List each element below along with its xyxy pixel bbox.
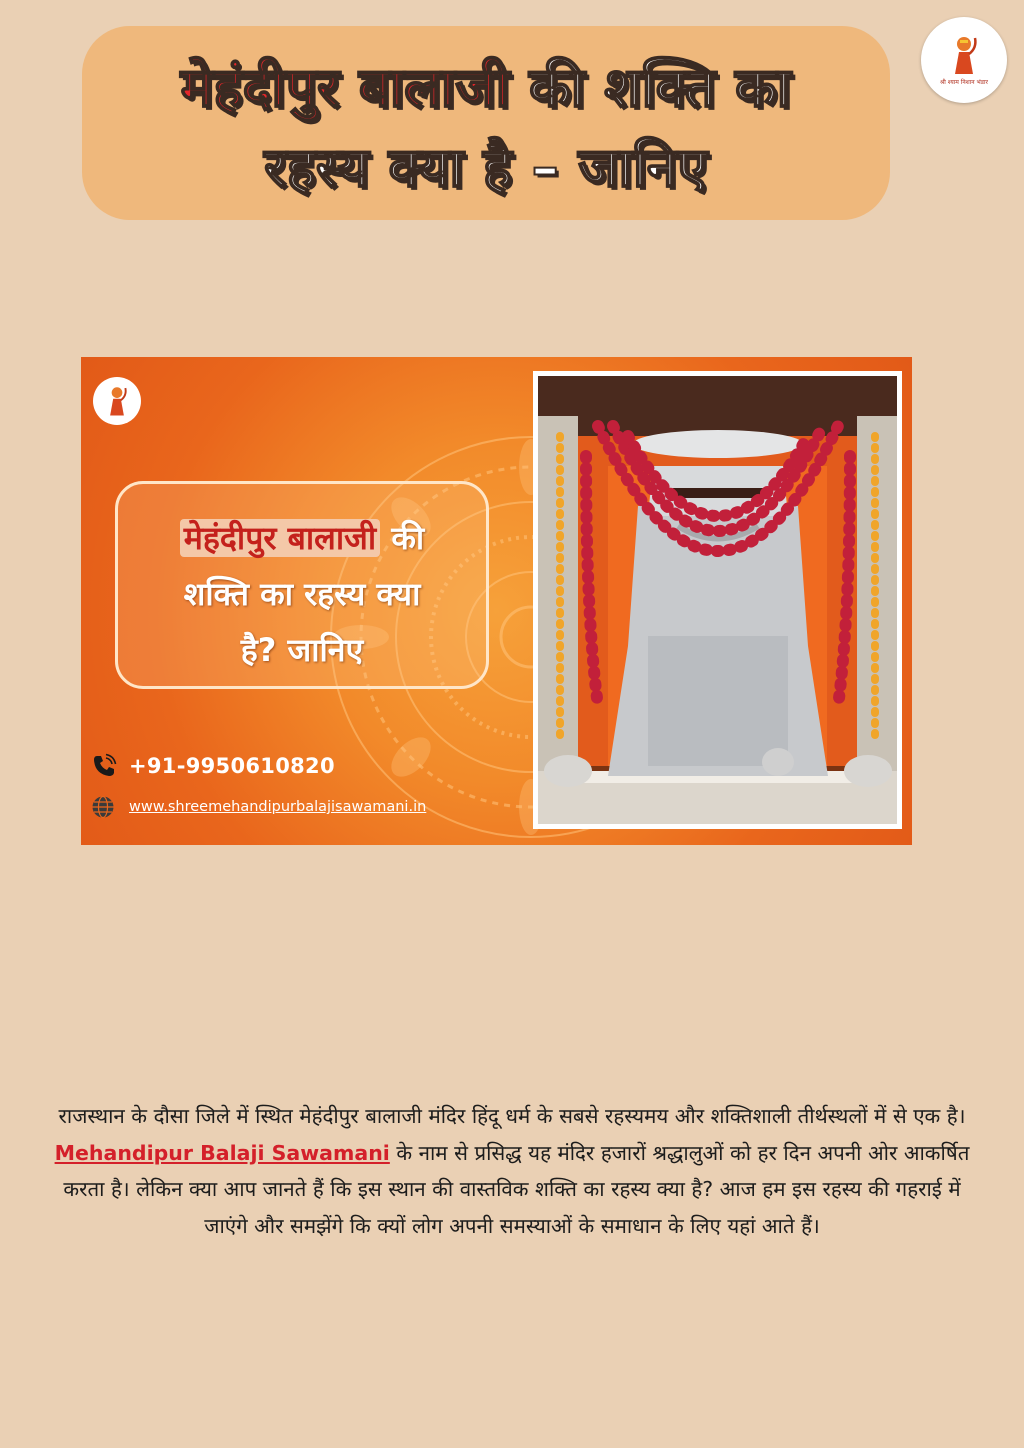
banner-phone: [91, 753, 335, 779]
banner-title-highlight: मेहंदीपुर बालाजी: [180, 519, 380, 557]
banner-title-line-3: है? जानिए: [240, 631, 364, 669]
site-logo[interactable]: [921, 17, 1007, 103]
banner-website: [91, 795, 426, 819]
page-title-line-2: रहस्य क्या है – जानिए: [264, 136, 708, 199]
featured-banner-image: [81, 357, 912, 845]
page-title-line-1: [82, 48, 890, 128]
intro-text-part-1: राजस्थान के दौसा जिले में स्थित मेहंदीपुर बालाजी मंदिर हिंदू धर्म के सबसे रहस्यमय और शक्तिशाली तीर्थस्थलों में से एक है।: [58, 1104, 966, 1128]
temple-photo-frame: [533, 371, 902, 829]
title-highlight: मेहंदीपुर बालाजी: [180, 56, 510, 119]
temple-idol-photo: [538, 376, 897, 824]
banner-title-card: [115, 481, 489, 689]
phone-number: +91-9950610820: [129, 754, 335, 778]
intro-paragraph: [52, 1098, 972, 1244]
title-banner: [82, 26, 890, 220]
title-rest: की शक्ति का: [509, 56, 792, 119]
banner-title-line-2: शक्ति का रहस्य क्या: [183, 575, 421, 613]
banner-logo: [93, 377, 141, 425]
phone-icon: [91, 753, 117, 779]
banner-title-line-1: [118, 510, 486, 566]
logo-caption: श्री श्याम निशान भंडार: [940, 79, 988, 86]
banner-title-rest: की: [380, 519, 425, 557]
globe-icon: [91, 795, 115, 819]
website-url[interactable]: www.shreemehandipurbalajisawamani.in: [129, 799, 427, 815]
sawamani-link[interactable]: Mehandipur Balaji Sawamani: [54, 1140, 390, 1165]
intro-text-part-2: के नाम से प्रसिद्ध यह मंदिर हजारों श्रद्धालुओं को हर दिन अपनी ओर आकर्षित करता है। लेकिन क्या आप जानते हैं कि इस स्थान की वास्तविक शक्ति का रहस्य क्या है? आज हम इस रहस्य की गहराई में जाएंगे और समझेंगे कि क्यों लोग अपनी समस्याओं के समाधान के लिए यहां आते हैं।: [63, 1140, 970, 1238]
hanuman-logo-icon: [104, 385, 130, 417]
hanuman-logo-icon: [949, 34, 979, 76]
